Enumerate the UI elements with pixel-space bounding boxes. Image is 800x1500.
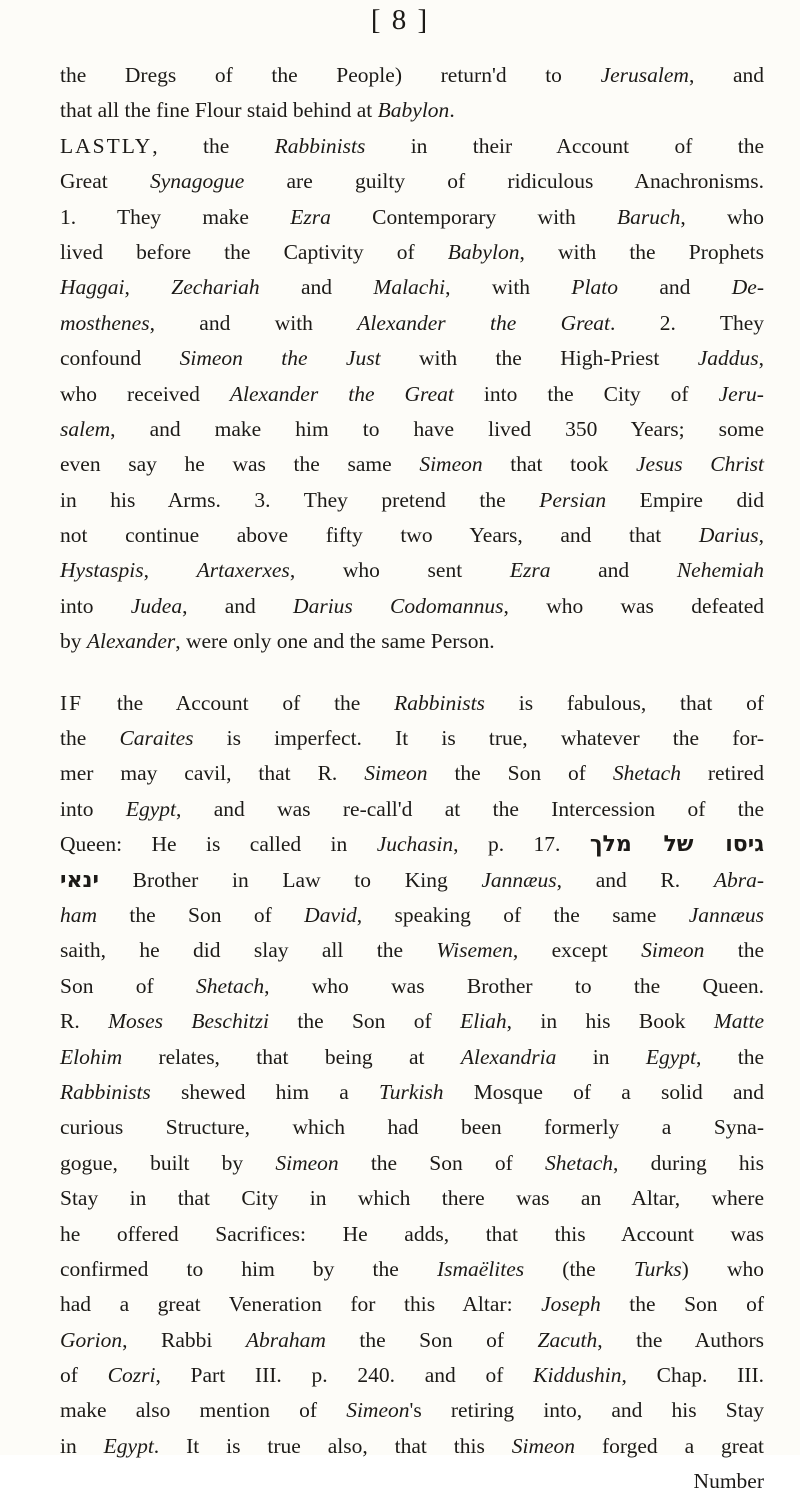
text-line: confound Simeon the Just with the High-Priest Jaddus, — [60, 346, 765, 371]
text-line: he offered Sacrifices: He adds, that this Account was — [60, 1221, 764, 1246]
text-line: confirmed to him by the Ismaëlites (the Turks) who — [60, 1256, 764, 1281]
text-line: salem, and make him to have lived 350 Years; some — [60, 416, 764, 441]
text-line: Great Synagogue are guilty of ridiculous Anachronisms. — [60, 169, 764, 194]
text-line: by Alexander, were only one and the same Person. — [60, 629, 495, 654]
text-line: Rabbinists shewed him a Turkish Mosque of a solid and — [60, 1079, 764, 1104]
text-line: that all the fine Flour staid behind at Babylon. — [60, 98, 455, 123]
text-line: IF the Account of the Rabbinists is fabulous, that of — [60, 690, 764, 715]
text-line: saith, he did slay all the Wisemen, except Simeon the — [60, 938, 764, 963]
text-line: 1. They make Ezra Contemporary with Baruch, who — [60, 204, 764, 229]
text-line: into Judea, and Darius Codomannus, who was defeated — [60, 593, 765, 618]
text-line: curious Structure, which had been formerly a Syna- — [60, 1115, 764, 1140]
text-line: even say he was the same Simeon that took Jesus Christ — [60, 452, 765, 477]
text-line: Elohim relates, that being at Alexandria in Egypt, the — [60, 1044, 764, 1069]
text-line: LASTLY, the Rabbinists in their Account of the — [60, 133, 764, 158]
text-line: ינאי Brother in Law to King Jannæus, and R. Abra- — [60, 867, 764, 893]
text-line: the Caraites is imperfect. It is true, whatever the for- — [60, 726, 764, 751]
text-line: Hystaspis, Artaxerxes, who sent Ezra and Nehemiah — [60, 558, 765, 583]
text-line: of Cozri, Part III. p. 240. and of Kiddushin, Chap. III. — [60, 1363, 764, 1388]
page-number: [ 8 ] — [370, 4, 430, 36]
text-line: had a great Veneration for this Altar: Joseph the Son of — [60, 1292, 764, 1317]
text-line: ham the Son of David, speaking of the same Jannæus — [60, 902, 764, 927]
text-line: who received Alexander the Great into the City of Jeru- — [60, 381, 764, 406]
text-line: make also mention of Simeon's retiring into, and his Stay — [60, 1398, 764, 1423]
text-line: in Egypt. It is true also, that this Simeon forged a great — [60, 1433, 764, 1458]
text-line: Gorion, Rabbi Abraham the Son of Zacuth, the Authors — [60, 1327, 764, 1352]
text-line: Queen: He is called in Juchasin, p. 17. גיסו של מלך — [60, 832, 765, 858]
text-line: Stay in that City in which there was an Altar, where — [60, 1186, 764, 1211]
catchword: Number — [693, 1469, 764, 1494]
text-line: not continue above fifty two Years, and that Darius, — [60, 523, 764, 548]
text-line: mosthenes, and with Alexander the Great. 2. They — [60, 310, 764, 335]
body-text — [60, 58, 764, 1500]
text-line: into Egypt, and was re-call'd at the Intercession of the — [60, 796, 764, 821]
text-line: the Dregs of the People) return'd to Jerusalem, and — [60, 63, 764, 87]
text-line: gogue, built by Simeon the Son of Shetach, during his — [60, 1150, 764, 1175]
text-line: mer may cavil, that R. Simeon the Son of Shetach retired — [60, 761, 764, 786]
text-line: in his Arms. 3. They pretend the Persian Empire did — [60, 487, 764, 512]
text-line: R. Moses Beschitzi the Son of Eliah, in his Book Matte — [60, 1009, 765, 1034]
text-line: lived before the Captivity of Babylon, with the Prophets — [60, 239, 764, 264]
text-line: Haggai, Zechariah and Malachi, with Plato and De- — [60, 275, 765, 300]
text-line: Son of Shetach, who was Brother to the Queen. — [60, 973, 764, 998]
